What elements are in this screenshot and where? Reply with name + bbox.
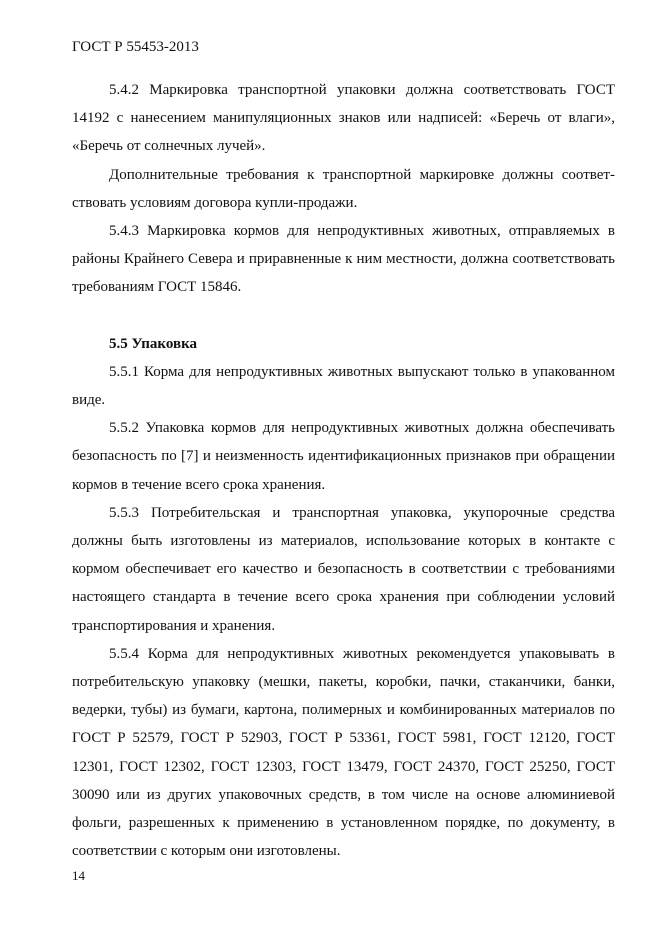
paragraph-5-5-1: 5.5.1 Корма для непродуктивных животных выпускают только в упакованном виде.	[72, 363, 615, 409]
paragraph-5-5-3: 5.5.3 Потребительская и транспортная упаковка, укупорочные средства должны быть изготовлены из материалов, использование которых в контакте с кормом обеспечивает его качество и безопасность в соответствии с требованиями настоящего стандарта в течение всего срока хранения при соблюдении условий транспортирования и хранения.	[72, 504, 615, 634]
paragraph-5-5-2: 5.5.2 Упаковка кормов для непродуктивных животных должна обеспечивать безопасность по [7] и неизменность идентификационных признаков при обращении кормов в течение всего срока хранения.	[72, 420, 615, 493]
paragraph-5-4-2: 5.4.2 Маркировка транспортной упаковки должна соответствовать ГОСТ 14192 с нанесением манипуляционных знаков или надписей: «Беречь от влаги», «Беречь от солнечных лучей».	[72, 82, 615, 155]
paragraph-5-4-3: 5.4.3 Маркировка кормов для непродуктивных животных, отправляемых в районы Крайнего Севера и приравненные к ним местности, должна соответствовать требованиям ГОСТ 15846.	[72, 223, 615, 296]
paragraph-5-5-4: 5.5.4 Корма для непродуктивных животных рекомендуется упаковывать в потребительскую упаковку (мешки, пакеты, коробки, пачки, стаканчики, банки, ведерки, тубы) из бумаги, картона, полимерных и комбинированных материалов по ГОСТ Р 52579, ГОСТ Р 52903, ГОСТ Р 53361, ГОСТ 5981, ГОСТ 12120, ГОСТ 12301, ГОСТ 12302, ГОСТ 12303, ГОСТ 13479, ГОСТ 24370, ГОСТ 25250, ГОСТ 30090 или из других упаковочных средств, в том числе на основе алюминиевой фольги, разрешенных к применению в установленном порядке, по документу, в соответствии с которым они изготовлены.	[72, 645, 615, 860]
page-header: ГОСТ Р 55453-2013	[72, 39, 199, 55]
paragraph-additional-marking: Дополнительные требования к транспортной маркировке должны соответствовать условиям договора купли-продажи.	[72, 166, 615, 211]
page-number: 14	[72, 868, 85, 883]
section-heading-5-5: 5.5 Упаковка	[109, 335, 198, 352]
document-body	[72, 76, 615, 865]
